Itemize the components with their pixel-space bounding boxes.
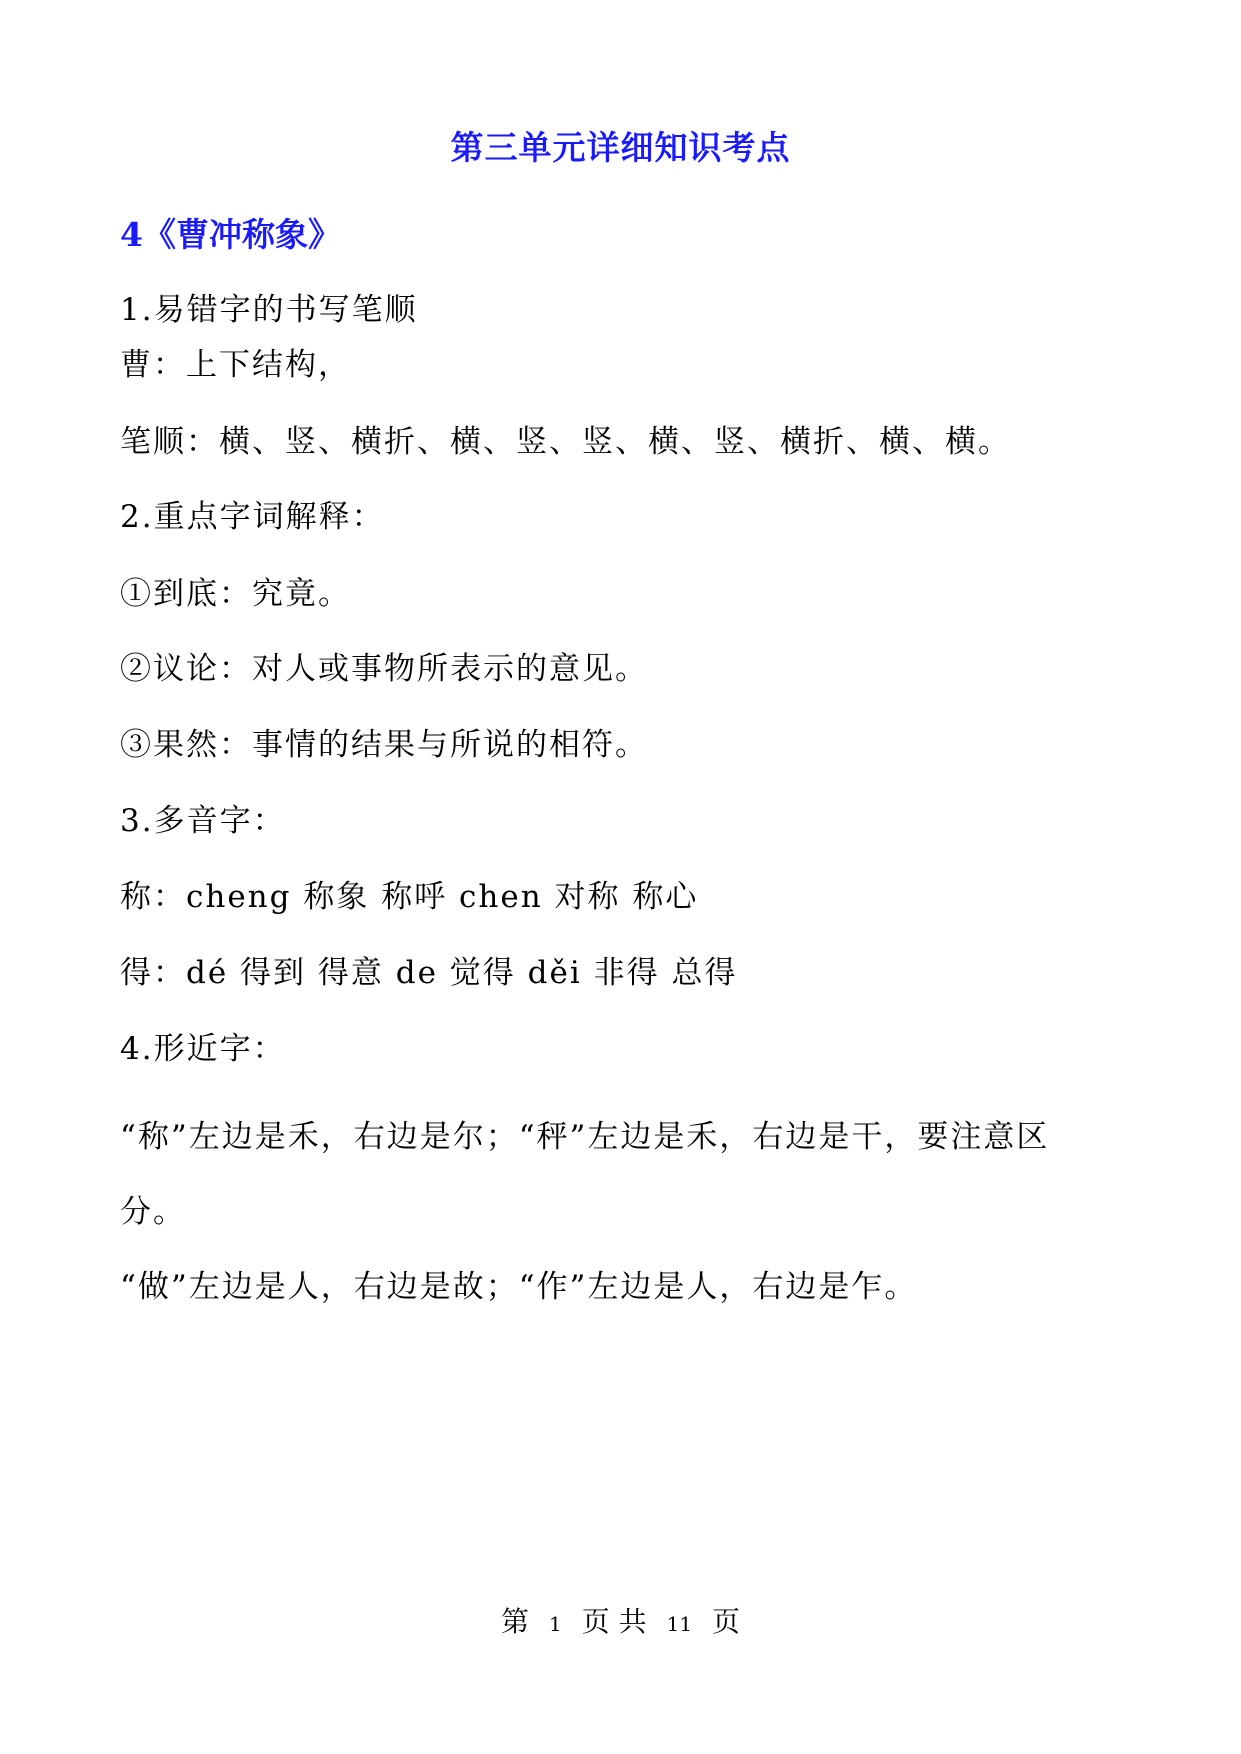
text-line: ①到底：究竟。 <box>120 576 351 612</box>
section-heading-word-explanation: 2.重点字词解释： <box>120 499 385 535</box>
section-heading-similar-chars: 4.形近字： <box>120 1031 286 1067</box>
footer-middle: 页 共 <box>581 1605 647 1638</box>
text-line: ②议论：对人或事物所表示的意见。 <box>120 651 648 687</box>
section-heading-stroke-order: 1.易错字的书写笔顺 <box>120 292 418 328</box>
text-line: ③果然：事情的结果与所说的相符。 <box>120 727 648 763</box>
text-line: 得：dé 得到 得意 de 觉得 děi 非得 总得 <box>120 955 738 991</box>
footer-prefix: 第 <box>500 1605 529 1638</box>
text-line: “称”左边是禾，右边是尔；“秤”左边是禾，右边是干，要注意区 <box>120 1119 1050 1155</box>
document-title: 第三单元详细知识考点 <box>450 128 791 167</box>
footer-page-number: 1 <box>548 1612 562 1636</box>
lesson-heading: 4《曹冲称象》 <box>120 215 341 254</box>
section-heading-polyphonic: 3.多音字： <box>120 803 286 839</box>
page-footer <box>0 1604 1241 1642</box>
footer-suffix: 页 <box>712 1605 741 1638</box>
text-line: 称：cheng 称象 称呼 chen 对称 称心 <box>120 879 699 915</box>
footer-total-pages: 11 <box>666 1612 693 1636</box>
text-line: “做”左边是人，右边是故；“作”左边是人，右边是乍。 <box>120 1269 918 1305</box>
text-line: 曹：上下结构， <box>120 347 351 383</box>
text-line: 笔顺：横、竖、横折、横、竖、竖、横、竖、横折、横、横。 <box>120 424 1011 460</box>
text-line: 分。 <box>120 1194 186 1230</box>
